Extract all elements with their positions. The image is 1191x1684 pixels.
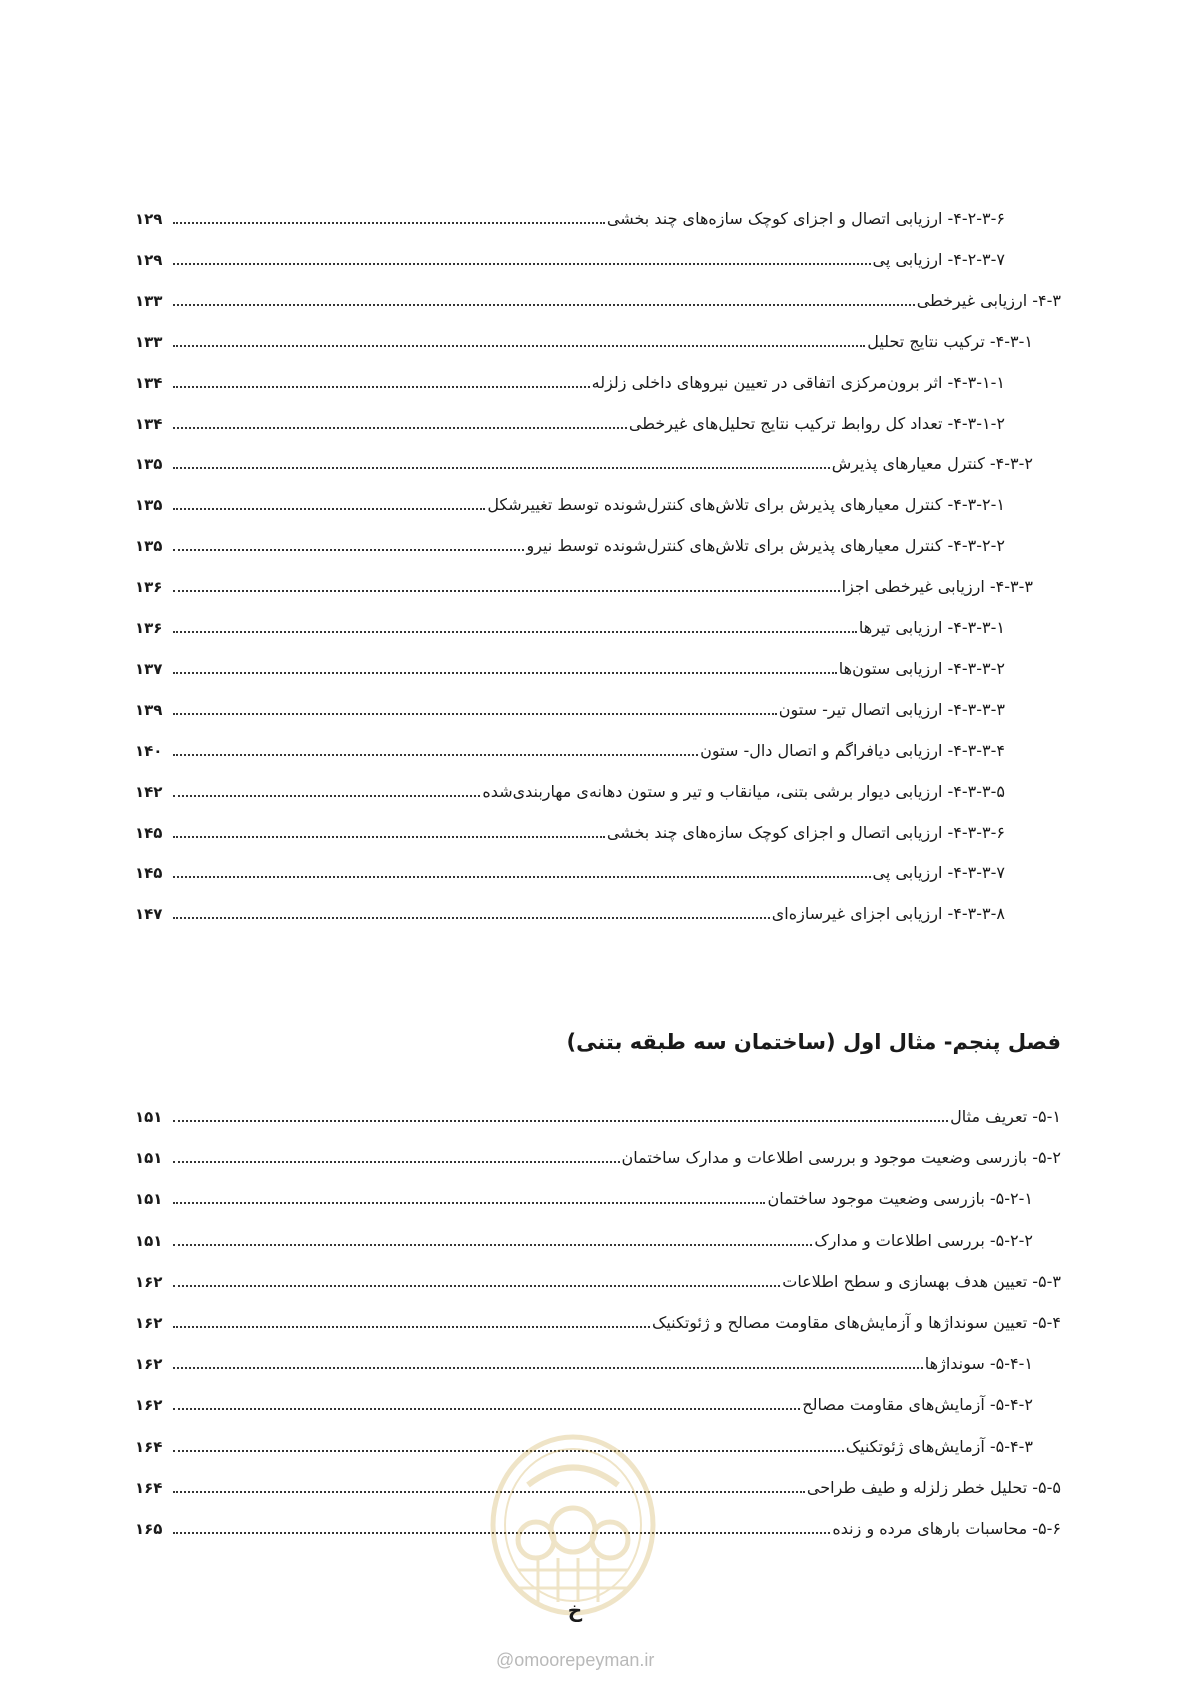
toc-entry-page-number: ۱۵۱ <box>135 1190 163 1209</box>
toc-entry[interactable] <box>135 1180 1061 1210</box>
toc-entry[interactable] <box>135 486 1061 516</box>
toc-entry-title: ۵-۲-۱- بازرسی وضعیت موجود ساختمان <box>767 1189 1033 1209</box>
toc-entry-page-number: ۱۴۵ <box>135 823 163 842</box>
toc-entry-title: ۴-۳-۱- ترکیب نتایج تحلیل <box>867 331 1033 351</box>
toc-entry[interactable] <box>135 1263 1061 1293</box>
dot-leader <box>173 631 857 633</box>
toc-entry-title: ۴-۳-۳-۴- ارزیابی دیافراگم و اتصال دال- ستون <box>700 740 1005 760</box>
toc-entry-page-number: ۱۴۲ <box>135 782 163 801</box>
dot-leader <box>173 467 830 469</box>
dot-leader <box>173 1367 923 1369</box>
dot-leader <box>173 345 865 347</box>
toc-entry-title: ۴-۳- ارزیابی غیرخطی <box>916 290 1061 310</box>
dot-leader <box>173 222 605 224</box>
toc-entry[interactable] <box>135 323 1061 353</box>
toc-entry[interactable] <box>135 568 1061 598</box>
toc-entry[interactable] <box>135 241 1061 271</box>
toc-entry-page-number: ۱۳۵ <box>135 537 163 556</box>
toc-entry-title: ۴-۳-۲- کنترل معیارهای پذیرش <box>831 454 1033 474</box>
toc-entry-page-number: ۱۳۵ <box>135 496 163 515</box>
toc-entry[interactable] <box>135 650 1061 680</box>
toc-entry-title: ۴-۳-۲-۱- کنترل معیارهای پذیرش برای تلاش‌های کنترل‌شونده توسط تغییرشکل <box>487 495 1005 515</box>
toc-entry[interactable] <box>135 405 1061 435</box>
toc-entry-page-number: ۱۳۶ <box>135 578 163 597</box>
dot-leader <box>173 1408 800 1410</box>
toc-entry[interactable] <box>135 1098 1061 1128</box>
toc-entry-page-number: ۱۶۴ <box>135 1478 163 1497</box>
toc-entry-title: ۴-۳-۳-۷- ارزیابی پی <box>872 863 1005 883</box>
dot-leader <box>173 549 524 551</box>
toc-entry-title: ۵-۱- تعریف مثال <box>950 1107 1061 1126</box>
toc-entry-title: ۴-۲-۳-۷- ارزیابی پی <box>872 249 1005 269</box>
watermark-site: @omoorepeyman.ir <box>496 1650 655 1670</box>
toc-entry-page-number: ۱۶۲ <box>135 1355 163 1374</box>
dot-leader <box>173 386 590 388</box>
toc-entry[interactable] <box>135 1386 1061 1416</box>
dot-leader <box>173 304 915 306</box>
toc-entry-page-number: ۱۳۵ <box>135 455 163 474</box>
toc-entry-page-number: ۱۳۴ <box>135 414 163 433</box>
toc-entry-title: ۵-۴- تعیین سونداژها و آزمایش‌های مقاومت مصالح و ژئوتکنیک <box>652 1313 1061 1332</box>
toc-entry-page-number: ۱۳۶ <box>135 619 163 637</box>
dot-leader <box>173 754 698 756</box>
dot-leader <box>173 263 871 265</box>
toc-entry-title: ۵-۴-۱- سونداژها <box>924 1354 1033 1374</box>
toc-entry-title: ۴-۳-۳-۸- ارزیابی اجزای غیرسازه‌ای <box>771 904 1005 924</box>
toc-entry[interactable] <box>135 1304 1061 1334</box>
dot-leader <box>173 1202 765 1204</box>
toc-entry-title: ۴-۳-۱-۱- اثر برون‌مرکزی اتفاقی در تعیین نیروهای داخلی زلزله <box>591 372 1005 392</box>
toc-entry-page-number: ۱۶۲ <box>135 1396 163 1415</box>
dot-leader <box>173 427 627 429</box>
toc-entry[interactable] <box>135 1345 1061 1375</box>
toc-entry-title: ۵-۲-۲- بررسی اطلاعات و مدارک <box>814 1230 1033 1250</box>
toc-entry-page-number: ۱۵۱ <box>135 1108 163 1126</box>
toc-entry-page-number: ۱۴۷ <box>135 905 163 924</box>
dot-leader <box>173 1120 948 1122</box>
toc-entry[interactable] <box>135 527 1061 557</box>
toc-entry-title: ۵-۴-۲- آزمایش‌های مقاومت مصالح <box>802 1395 1033 1415</box>
toc-entry-title: ۵-۳- تعیین هدف بهسازی و سطح اطلاعات <box>782 1271 1061 1291</box>
toc-entry-title: ۵-۵- تحلیل خطر زلزله و طیف طراحی <box>806 1477 1061 1497</box>
toc-entry-page-number: ۱۳۷ <box>135 659 163 678</box>
toc-entry-page-number: ۱۶۲ <box>135 1272 163 1291</box>
toc-entry-title: ۴-۳-۳-۶- ارزیابی اتصال و اجزای کوچک سازه‌های چند بخشی <box>606 822 1005 842</box>
toc-entry-title: ۵-۲- بازرسی وضعیت موجود و بررسی اطلاعات و مدارک ساختمان <box>621 1148 1061 1168</box>
toc-entry-title: ۵-۶- محاسبات بارهای مرده و زنده <box>832 1519 1061 1538</box>
toc-entry-page-number: ۱۳۳ <box>135 332 163 351</box>
toc-entry[interactable] <box>135 200 1061 230</box>
toc-entry-title: ۴-۳-۲-۲- کنترل معیارهای پذیرش برای تلاش‌های کنترل‌شونده توسط نیرو <box>526 536 1005 556</box>
toc-entry-title: ۴-۳-۳-۵- ارزیابی دیوار برشی بتنی، میانقاب و تیر و ستون دهانه‌ی مهاربندی‌شده <box>482 781 1005 801</box>
toc-entry-page-number: ۱۲۹ <box>135 250 163 269</box>
toc-entry-title: ۴-۲-۳-۶- ارزیابی اتصال و اجزای کوچک سازه‌های چند بخشی <box>606 209 1005 228</box>
toc-entry[interactable] <box>135 364 1061 394</box>
toc-entry-page-number: ۱۲۹ <box>135 210 163 228</box>
dot-leader <box>173 672 837 674</box>
toc-entry-page-number: ۱۳۳ <box>135 291 163 310</box>
dot-leader <box>173 590 840 592</box>
toc-entry[interactable] <box>135 1222 1061 1252</box>
toc-entry-page-number: ۱۴۰ <box>135 741 163 760</box>
page-number: خ <box>567 1598 583 1622</box>
toc-entry-page-number: ۱۳۴ <box>135 373 163 392</box>
dot-leader <box>173 508 485 510</box>
toc-entry[interactable] <box>135 691 1061 721</box>
dot-leader <box>173 1244 812 1246</box>
toc-entry[interactable] <box>135 773 1061 803</box>
toc-entry[interactable] <box>135 1139 1061 1169</box>
toc-entry-title: ۵-۴-۳- آزمایش‌های ژئوتکنیک <box>845 1436 1033 1456</box>
dot-leader <box>173 1326 650 1328</box>
toc-entry-title: ۴-۳-۳- ارزیابی غیرخطی اجزا <box>841 577 1033 597</box>
toc-entry[interactable] <box>135 445 1061 475</box>
dot-leader <box>173 1285 780 1287</box>
toc-entry[interactable] <box>135 732 1061 762</box>
toc-entry[interactable] <box>135 814 1061 844</box>
toc-entry-page-number: ۱۶۵ <box>135 1520 163 1538</box>
dot-leader <box>173 795 480 797</box>
toc-entry-page-number: ۱۴۵ <box>135 864 163 883</box>
toc-entry-title: ۴-۳-۳-۲- ارزیابی ستون‌ها <box>838 658 1005 678</box>
toc-entry[interactable] <box>135 854 1061 884</box>
toc-entry-page-number: ۱۵۱ <box>135 1231 163 1250</box>
dot-leader <box>173 836 605 838</box>
chapter-heading: فصل پنجم- مثال اول (ساختمان سه طبقه بتنی) <box>566 1030 1061 1054</box>
toc-entry-page-number: ۱۳۹ <box>135 700 163 719</box>
dot-leader <box>173 1161 620 1163</box>
toc-entry[interactable] <box>135 895 1061 925</box>
dot-leader <box>173 713 777 715</box>
toc-entry[interactable] <box>135 282 1061 312</box>
toc-entry-page-number: ۱۵۱ <box>135 1149 163 1168</box>
toc-entry-page-number: ۱۶۲ <box>135 1314 163 1332</box>
toc-entry[interactable] <box>135 609 1061 639</box>
dot-leader <box>173 876 871 878</box>
toc-entry-page-number: ۱۶۴ <box>135 1437 163 1456</box>
toc-entry-title: ۴-۳-۳-۳- ارزیابی اتصال تیر- ستون <box>778 699 1005 719</box>
toc-entry-title: ۴-۳-۳-۱- ارزیابی تیرها <box>858 618 1005 637</box>
toc-entry-title: ۴-۳-۱-۲- تعداد کل روابط ترکیب نتایج تحلیل‌های غیرخطی <box>628 413 1005 433</box>
dot-leader <box>173 917 770 919</box>
